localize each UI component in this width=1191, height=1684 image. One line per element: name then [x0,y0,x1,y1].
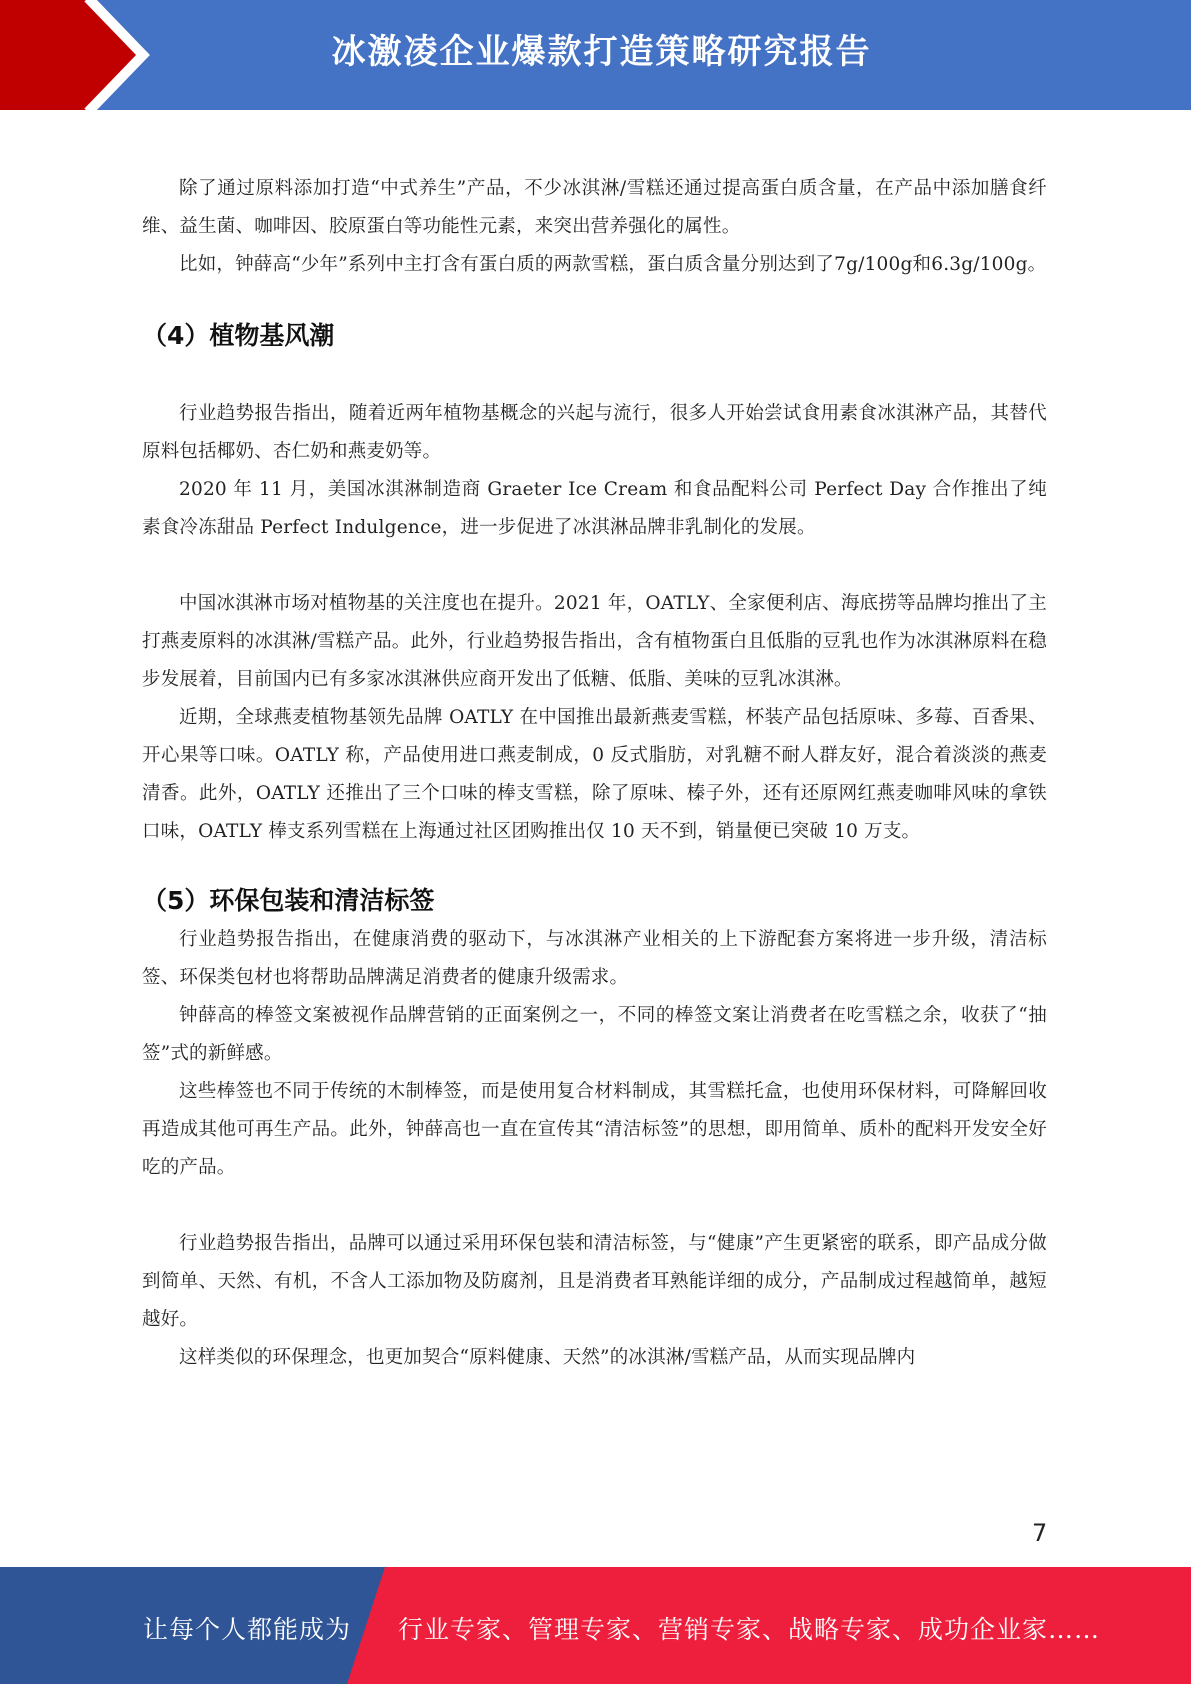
footer-slogan-right: 行业专家、管理专家、营销专家、战略专家、成功企业家…… [398,1615,1101,1644]
footer-slogan-left: 让每个人都能成为 [143,1615,352,1644]
paragraph: 行业趋势报告指出，品牌可以通过采用环保包装和清洁标签，与“健康”产生更紧密的联系，即产品成分做到简单、天然、有机，不含人工添加物及防腐剂，且是消费者耳熟能详细的成分，产品制成过程越简单，越短越好。 [142,1233,1047,1330]
paragraph: 除了通过原料添加打造“中式养生”产品，不少冰淇淋/雪糕还通过提高蛋白质含量，在产品中添加膳食纤维、益生菌、咖啡因、胶原蛋白等功能性元素，来突出营养强化的属性。 [142,178,1047,237]
header-bar [0,0,1191,110]
report-title: 冰激凌企业爆款打造策略研究报告 [331,32,872,72]
paragraph: 比如，钟薛高“少年”系列中主打含有蛋白质的两款雪糕，蛋白质含量分别达到了7g/100g和6.3g/100g。 [179,254,1047,275]
paragraph: 行业趋势报告指出，随着近两年植物基概念的兴起与流行，很多人开始尝试食用素食冰淇淋产品，其替代原料包括椰奶、杏仁奶和燕麦奶等。 [142,403,1047,462]
paragraph: 近期，全球燕麦植物基领先品牌 OATLY 在中国推出最新燕麦雪糕，杯装产品包括原味、多莓、百香果、开心果等口味。OATLY 称，产品使用进口燕麦制成，0 反式脂肪，对乳糖不耐人群友好，混合着淡淡的燕麦清香。此外，OATLY 还推出了三个口味的棒支雪糕，除了原味、榛子外，还有还原网红燕麦咖啡风味的拿铁口味，OATLY 棒支系列雪糕在上海通过社区团购推出仅 10 天不到，销量便已突破 10 万支。 [142,707,1047,842]
paragraph: 这些棒签也不同于传统的木制棒签，而是使用复合材料制成，其雪糕托盒，也使用环保材料，可降解回收再造成其他可再生产品。此外，钟薛高也一直在宣传其“清洁标签”的思想，即用简单、质朴的配料开发安全好吃的产品。 [142,1081,1047,1178]
paragraph: 这样类似的环保理念，也更加契合“原料健康、天然”的冰淇淋/雪糕产品，从而实现品牌内 [179,1347,916,1368]
paragraph-gap [142,547,1047,585]
paragraph: 行业趋势报告指出，在健康消费的驱动下，与冰淇淋产业相关的上下游配套方案将进一步升级，清洁标签、环保类包材也将帮助品牌满足消费者的健康升级需求。 [142,929,1047,988]
section-heading-eco-packaging: （5）环保包装和清洁标签 [142,886,435,915]
paragraph: 2020 年 11 月，美国冰淇淋制造商 Graeter Ice Cream 和食品配料公司 Perfect Day 合作推出了纯素食冷冻甜品 Perfect Indulgence，进一步促进了冰淇淋品牌非乳制化的发展。 [142,479,1047,538]
paragraph: 钟薛高的棒签文案被视作品牌营销的正面案例之一，不同的棒签文案让消费者在吃雪糕之余，收获了“抽签”式的新鲜感。 [142,1005,1047,1064]
section-heading-plant-based: （4）植物基风潮 [142,321,335,350]
paragraph: 中国冰淇淋市场对植物基的关注度也在提升。2021 年，OATLY、全家便利店、海底捞等品牌均推出了主打燕麦原料的冰淇淋/雪糕产品。此外，行业趋势报告指出，含有植物蛋白且低脂的豆乳也作为冰淇淋原料在稳步发展着，目前国内已有多家冰淇淋供应商开发出了低糖、低脂、美味的豆乳冰淇淋。 [142,593,1047,690]
paragraph-gap [142,1187,1047,1225]
page-number: 7 [1032,1519,1048,1547]
report-body [142,170,1047,1377]
